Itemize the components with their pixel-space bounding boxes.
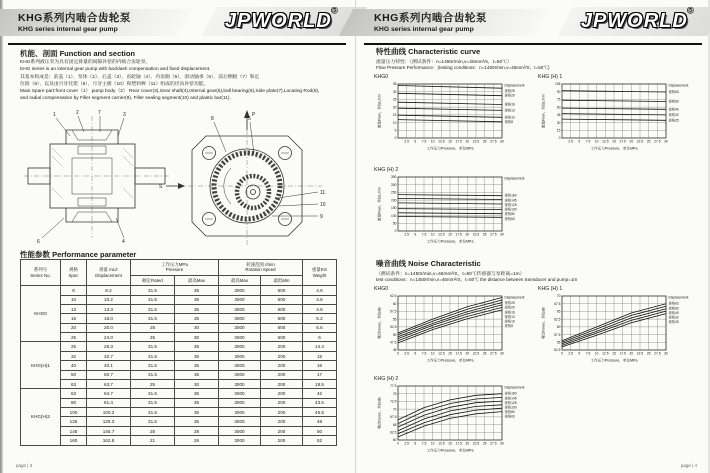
svg-text:22.5: 22.5 [472,351,480,356]
svg-text:2.5: 2.5 [404,441,409,446]
registered-mark: ® [687,8,693,15]
table-row: KHG(H)1 25 25.3 31.5 35 3000 200 14.3 [21,342,337,351]
svg-text:规格32: 规格32 [668,112,679,117]
svg-text:12.5: 12.5 [438,441,445,446]
svg-text:200: 200 [390,198,397,203]
svg-text:10: 10 [392,120,397,125]
svg-text:规格25: 规格25 [668,320,679,325]
svg-text:工作压力Pressure，单位MPa: 工作压力Pressure，单位MPa [426,146,474,151]
svg-text:75: 75 [392,391,397,396]
svg-text:规格25: 规格25 [504,301,515,306]
page-number: page | 4 [680,463,697,468]
port-p-label: P [252,112,256,118]
svg-text:150: 150 [390,206,397,211]
table-row: KHG0 8 8.2 31.5 35 3000 600 4.6 [21,286,337,295]
cross-section-view [24,110,170,245]
page-header [360,6,707,42]
svg-text:规格160: 规格160 [504,193,517,198]
flow-chart-khg0 [374,74,540,156]
table-row: 16 16.0 31.5 35 3000 600 5.2 [21,314,337,323]
svg-text:规格25: 规格25 [504,89,515,94]
table-row: 25 24.0 25 30 3000 600 6 [21,333,337,342]
svg-text:规格50: 规格50 [668,306,679,311]
svg-text:规格16: 规格16 [504,102,515,107]
table-row: 32 32.7 31.5 35 3000 200 15 [21,351,337,360]
title-chinese: KHG系列内啮合齿轮泵 [374,12,487,24]
noise-test-conditions-en: test conditions：n=1450r/min,v=46mm²/S，t=50℃ the distance between transducer and pump=1m [376,277,578,282]
svg-text:17.5: 17.5 [455,232,462,237]
svg-text:5: 5 [414,441,417,446]
svg-text:25: 25 [482,441,487,446]
svg-text:Displacement: Displacement [504,385,525,390]
paragraph-line: 其基本构成是：前盖（1）、泵体（2）、后盖（3）、齿轮轴（4）、内齿圈（5）、滑动轴承（6）、前后侧板（7）和定 [20,74,260,80]
svg-text:15: 15 [612,351,616,356]
svg-text:2.5: 2.5 [568,351,573,356]
svg-text:规格8: 规格8 [504,324,513,329]
svg-text:10: 10 [430,441,435,446]
svg-text:55: 55 [392,317,397,322]
svg-text:20: 20 [629,351,634,356]
callout-4: 4 [122,239,125,245]
svg-text:噪音Noise，单位dB: 噪音Noise，单位dB [377,397,382,429]
svg-text:27.5: 27.5 [490,351,497,356]
noise-chart-khgh2 [374,376,540,458]
svg-text:规格20: 规格20 [504,93,515,98]
brand-logo [225,8,337,33]
svg-text:65: 65 [392,422,397,427]
table-row: 80 81.4 31.5 35 3000 200 43.5 [21,398,337,407]
section-title-performance: 性能参数 Performance parameter [20,250,137,259]
callout-6: 6 [37,239,40,245]
svg-text:25: 25 [482,139,487,144]
svg-text:20: 20 [465,351,470,356]
svg-text:5: 5 [414,351,417,356]
svg-text:0: 0 [558,136,561,141]
svg-text:17.5: 17.5 [455,441,462,446]
callout-7: 7 [98,110,101,116]
svg-text:规格40: 规格40 [668,310,679,315]
svg-text:57.5: 57.5 [554,332,561,337]
svg-text:5: 5 [414,232,417,237]
svg-text:0: 0 [561,351,563,356]
svg-text:5: 5 [578,351,581,356]
svg-text:7.5: 7.5 [421,232,427,237]
performance-table: 系列号 Series No. 规格 Spec 排量 mL/r Displacement 工作压力MPa Pressure 转速范围 r/min Rotation Speed 重量KG Weight 额定Rated 最高Max 最高Max 最低Min KHG0 8 8.2 31.5 35 3000 600 4.6 10 10.2 31.5 35 3000 600 4.6 13 13.3 31.5 35 3000 600 4.9 16 16.0 31.5 35 3000 600 5.2 20 20.0 25 30 3000 600 5.6 25 24.0 25 30 3000 600 6 KHG(H)1 25 25.3 31.5 35 3000 200 14.3 32 32.7 31.5 35 3000 200 15 40 40.1 31.5 35 3000 200 16 50 50.7 31.5 35 3000 200 17 63 63.7 25 30 3000 200 18.5 KHG(H)2 63 64.7 31.5 35 3000 200 42 80 81.4 31.5 35 3000 200 43.5 100 100.2 31.5 35 3000 200 45.5 125 125.3 31.5 35 3000 200 48 145 145.7 25 28 3000 200 50 160 162.8 21 26 3000 200 52 [20,259,337,446]
svg-text:7.5: 7.5 [585,351,591,356]
svg-text:57.5: 57.5 [390,309,397,314]
svg-text:22.5: 22.5 [472,232,480,237]
svg-text:0: 0 [397,441,399,446]
svg-text:规格125: 规格125 [504,400,517,405]
svg-text:2.5: 2.5 [404,139,409,144]
svg-text:17.5: 17.5 [455,139,462,144]
svg-text:25: 25 [482,232,487,237]
flow-test-conditions-en: Flow Pressure Performance：(testing conditions：n=1450r/min,v=46mm²/S，t=50℃) [376,65,550,70]
svg-text:27.5: 27.5 [490,232,497,237]
svg-text:22.5: 22.5 [636,139,644,144]
callout-5: 5 [248,116,251,122]
table-row: 63 63.7 25 30 3000 200 18.5 [21,379,337,388]
svg-text:15: 15 [556,128,561,133]
svg-text:60: 60 [556,105,561,110]
svg-text:30: 30 [500,139,504,144]
svg-text:25: 25 [646,351,651,356]
svg-text:70: 70 [392,407,397,412]
callout-1: 1 [53,112,56,118]
svg-text:5: 5 [414,139,417,144]
svg-text:55: 55 [556,340,561,345]
svg-text:规格13: 规格13 [504,108,515,113]
page-header [4,6,351,42]
svg-text:50: 50 [392,332,397,337]
section-title-function: 机能、剖面 Function and section [20,49,136,58]
svg-text:27.5: 27.5 [654,351,661,356]
svg-text:规格100: 规格100 [504,405,517,410]
svg-text:12.5: 12.5 [438,351,445,356]
svg-text:60: 60 [392,301,397,306]
svg-text:规格63: 规格63 [504,414,515,419]
callout-8: 8 [211,116,214,122]
svg-text:规格63: 规格63 [668,301,679,306]
flow-chart-khgh1 [538,74,704,156]
svg-text:17.5: 17.5 [619,351,626,356]
table-row: 125 125.3 31.5 35 3000 200 48 [21,417,337,426]
svg-text:噪音Noise，单位dB: 噪音Noise，单位dB [541,307,546,339]
svg-text:工作压力Pressure，单位MPa: 工作压力Pressure，单位MPa [590,146,638,151]
svg-text:规格160: 规格160 [504,391,517,396]
svg-text:规格125: 规格125 [504,202,517,207]
svg-text:20: 20 [465,232,470,237]
title-english: KHG series internal gear pump [374,26,474,33]
svg-text:62.5: 62.5 [390,294,397,299]
noise-chart-khg0 [374,286,540,368]
svg-text:35: 35 [392,82,397,87]
svg-text:12.5: 12.5 [602,351,609,356]
svg-text:10: 10 [430,139,435,144]
svg-text:规格80: 规格80 [504,410,515,415]
table-row: 10 10.2 31.5 35 3000 600 4.6 [21,295,337,304]
scan-edge-left [0,0,3,473]
svg-text:90: 90 [556,89,561,94]
page-title [18,10,131,33]
svg-text:52.5: 52.5 [390,325,397,330]
table-row: 50 50.7 31.5 35 3000 200 17 [21,370,337,379]
svg-text:Displacement: Displacement [668,295,689,300]
pump-section-diagram [20,106,332,248]
paragraph-line: Main Spare part:front cover（1） pump body（2） Rear cover(3),Gear shaft(4),Internal gear(5),ball bearing(6),Side plate(7),Locating Rod(8), [20,89,320,95]
noise-chart-khgh1 [538,286,704,368]
svg-text:350: 350 [390,175,397,180]
svg-text:规格16: 规格16 [504,310,515,315]
svg-text:规格20: 规格20 [504,305,515,310]
svg-text:15: 15 [448,139,452,144]
paragraph-line: and radial compensation by Filler segment carrier(9), Filler sealing segment(10) and plastic bar(11). [20,96,231,102]
svg-text:规格63: 规格63 [504,216,515,221]
svg-text:2.5: 2.5 [568,139,573,144]
table-row: 160 162.8 21 26 3000 200 52 [21,436,337,445]
svg-text:规格145: 规格145 [504,396,517,401]
svg-text:规格100: 规格100 [504,207,517,212]
svg-text:Displacement: Displacement [504,83,525,88]
svg-text:2.5: 2.5 [404,351,409,356]
svg-text:工作压力Pressure，单位MPa: 工作压力Pressure，单位MPa [426,448,474,453]
header-rule [8,43,346,45]
callout-11: 11 [320,190,326,196]
noise-test-conditions-cn: （测试条件：n=1450r/min,v=46mm²/S，t=50℃传感器与泵距离=1m） [376,272,525,277]
svg-text:Displacement: Displacement [504,176,525,181]
title-english: KHG series internal gear pump [18,26,118,33]
table-row: 145 145.7 25 28 3000 200 50 [21,426,337,435]
svg-text:22.5: 22.5 [636,351,644,356]
svg-text:工作压力Pressure，单位MPa: 工作压力Pressure，单位MPa [590,358,638,363]
svg-text:10: 10 [594,351,599,356]
svg-text:5: 5 [394,128,397,133]
svg-text:20: 20 [465,441,470,446]
svg-text:22.5: 22.5 [472,441,480,446]
callout-10: 10 [320,202,326,208]
svg-text:75: 75 [556,97,561,102]
svg-text:20: 20 [392,105,397,110]
svg-text:10: 10 [430,232,435,237]
svg-text:0: 0 [397,351,399,356]
flow-chart-khgh2 [374,167,540,249]
svg-text:25: 25 [482,351,487,356]
svg-text:47.5: 47.5 [390,340,397,345]
flow-test-conditions-cn: 流量压力特性：（测试条件：n=1450r/min,v=46mm²/s，t=50℃） [376,60,512,65]
page-number: page | 3 [16,463,33,468]
svg-text:50: 50 [392,221,397,226]
table-row: 40 40.1 31.5 35 3000 200 16 [21,361,337,370]
chart-title: KHG0 [374,74,389,80]
svg-text:60: 60 [392,438,397,443]
svg-text:工作压力Pressure，单位MPa: 工作压力Pressure，单位MPa [426,358,474,363]
svg-text:5: 5 [578,139,581,144]
table-row: 20 20.0 25 30 3000 600 5.6 [21,323,337,332]
svg-text:Displacement: Displacement [504,295,525,300]
svg-text:7.5: 7.5 [421,351,427,356]
svg-text:45: 45 [392,348,397,353]
svg-text:规格32: 规格32 [668,315,679,320]
paragraph-line: KHG系列液压泵为具有固定排量的间隙补偿的内啮合齿轮泵。 [20,60,151,65]
svg-text:30: 30 [556,120,561,125]
svg-text:10: 10 [430,351,435,356]
function-paragraph [20,59,345,103]
svg-text:17.5: 17.5 [619,139,626,144]
section-title-noise: 噪音曲线 Noise Characteristic [376,259,481,268]
svg-text:67.5: 67.5 [390,415,397,420]
svg-text:20: 20 [629,139,634,144]
svg-text:12.5: 12.5 [438,139,445,144]
table-row: KHG(H)2 63 64.7 31.5 35 3000 200 42 [21,389,337,398]
table-row: 100 100.2 31.5 35 3000 200 45.5 [21,408,337,417]
svg-text:30: 30 [500,232,504,237]
page-divider [355,0,356,473]
chart-title: KHG0 [374,286,389,292]
svg-text:27.5: 27.5 [490,139,497,144]
svg-text:7.5: 7.5 [585,139,591,144]
svg-text:7.5: 7.5 [421,441,427,446]
svg-text:105: 105 [554,82,561,87]
svg-text:15: 15 [448,351,452,356]
svg-text:30: 30 [664,351,668,356]
chart-title: KHG (H) 1 [538,286,563,292]
table-row: 13 13.3 31.5 35 3000 600 4.9 [21,304,337,313]
svg-text:15: 15 [448,441,452,446]
svg-text:15: 15 [612,139,616,144]
paragraph-line: KHG series is an internal gear pump with backlash compensation and fixed displacement. [20,67,211,73]
svg-text:噪音Noise，单位dB: 噪音Noise，单位dB [377,307,382,339]
svg-text:30: 30 [500,441,504,446]
chart-title: KHG (H) 1 [538,74,563,80]
svg-text:72.5: 72.5 [390,399,397,404]
svg-text:25: 25 [392,97,397,102]
svg-text:规格50: 规格50 [668,99,679,104]
svg-text:工作压力Pressure，单位MPa: 工作压力Pressure，单位MPa [426,239,474,244]
svg-text:12.5: 12.5 [438,232,445,237]
svg-text:67.5: 67.5 [554,301,561,306]
svg-text:52.5: 52.5 [554,348,561,353]
svg-text:0: 0 [394,136,397,141]
svg-text:2.5: 2.5 [404,232,409,237]
logo-text: JPWORLD [580,10,688,32]
svg-text:27.5: 27.5 [654,139,661,144]
svg-text:250: 250 [390,190,397,195]
svg-text:规格145: 规格145 [504,198,517,203]
svg-text:300: 300 [390,182,397,187]
paragraph-line: 位销（8）、以及由月牙托架（9）、月牙主板（10）和塑料棒（11）组成的径向补偿功能。 [20,81,209,87]
svg-text:流量Flow，单位L/min: 流量Flow，单位L/min [377,93,382,129]
svg-text:规格40: 规格40 [668,107,679,112]
svg-text:规格10: 规格10 [504,115,515,120]
svg-text:流量Flow，单位L/min: 流量Flow，单位L/min [377,186,382,222]
svg-text:规格13: 规格13 [504,314,515,319]
svg-text:规格80: 规格80 [504,212,515,217]
svg-text:规格10: 规格10 [504,319,515,324]
svg-text:22.5: 22.5 [472,139,480,144]
header-rule [364,43,702,45]
svg-text:规格25: 规格25 [668,118,679,123]
svg-text:15: 15 [448,232,452,237]
svg-text:25: 25 [646,139,651,144]
svg-text:Displacement: Displacement [668,83,689,88]
svg-text:30: 30 [664,139,668,144]
svg-text:20: 20 [465,139,470,144]
svg-text:62.5: 62.5 [554,317,561,322]
svg-text:30: 30 [392,89,397,94]
svg-text:100: 100 [390,213,397,218]
chart-title: KHG (H) 2 [374,376,399,382]
svg-text:10: 10 [594,139,599,144]
svg-text:0: 0 [394,229,397,234]
svg-text:规格63: 规格63 [668,89,679,94]
svg-text:62.5: 62.5 [390,430,397,435]
svg-text:17.5: 17.5 [455,351,462,356]
callout-2: 2 [76,110,79,116]
section-title-characteristic-curve: 特性曲线 Characteristic curve [376,47,481,56]
svg-text:流量Flow，单位L/min: 流量Flow，单位L/min [541,93,546,129]
svg-text:77.5: 77.5 [390,384,397,389]
svg-text:15: 15 [392,113,397,118]
callout-9: 9 [320,214,323,220]
svg-text:65: 65 [556,309,561,314]
registered-mark: ® [331,8,337,15]
svg-text:规格8: 规格8 [504,119,513,124]
svg-text:45: 45 [556,113,561,118]
chart-title: KHG (H) 2 [374,167,399,173]
page-right [360,0,707,473]
svg-text:60: 60 [556,325,561,330]
title-chinese: KHG系列内啮合齿轮泵 [18,12,131,24]
callout-3: 3 [123,112,126,118]
svg-text:12.5: 12.5 [602,139,609,144]
front-view [159,110,326,246]
port-s-label: S [159,184,163,190]
svg-text:27.5: 27.5 [490,441,497,446]
brand-logo [581,8,693,33]
svg-text:70: 70 [556,294,561,299]
logo-text: JPWORLD [224,10,332,32]
svg-text:7.5: 7.5 [421,139,427,144]
page-title [374,10,487,33]
page-left [4,0,351,473]
svg-text:30: 30 [500,351,504,356]
